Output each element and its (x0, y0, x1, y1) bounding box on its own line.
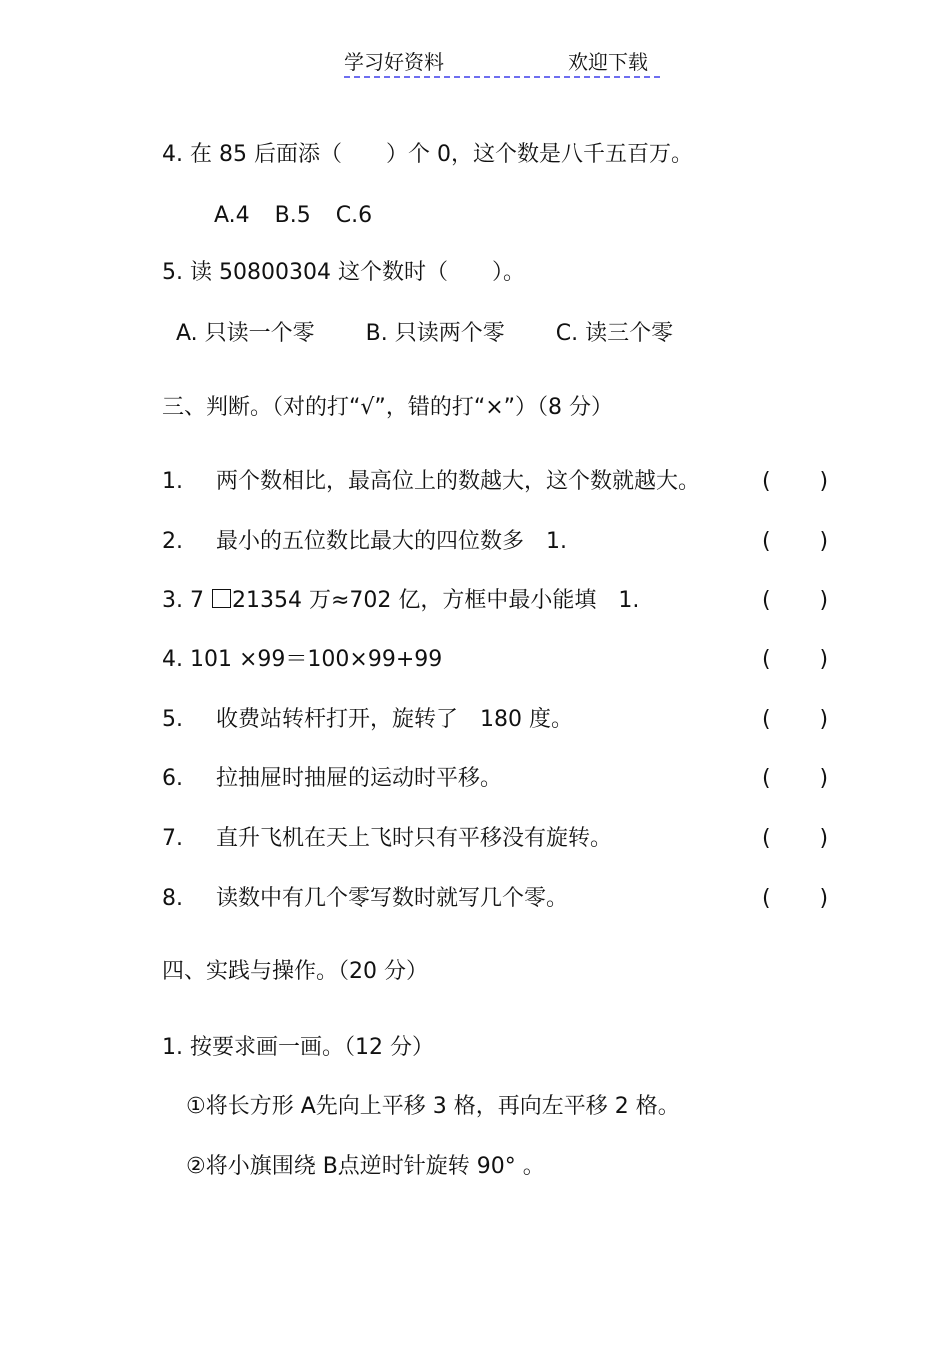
option-c: C.6 (335, 203, 373, 228)
section-4-question-1: 1. 按要求画一画。（12 分） (162, 1035, 434, 1060)
answer-blank-3: ( ) (762, 588, 829, 613)
item-text-before: 3. 7 (162, 588, 204, 613)
answer-blank-5: ( ) (762, 707, 829, 732)
item-number: 6. (162, 766, 183, 791)
judge-item-8 (162, 884, 568, 914)
header-right-text: 欢迎下载 (568, 50, 648, 74)
judge-item-6 (162, 764, 502, 794)
blank-square-box (212, 589, 231, 608)
judge-item-4: 4. 101 ×99＝100×99+99 (162, 647, 443, 672)
judge-item-2 (162, 527, 567, 557)
option-a: A.4 (214, 203, 250, 228)
item-number: 2. (162, 529, 183, 554)
item-text: 收费站转杆打开，旋转了 180 度。 (216, 707, 573, 732)
header-rule (344, 76, 660, 78)
judge-item-1 (162, 467, 700, 497)
answer-blank-2: ( ) (762, 529, 829, 554)
item-number: 1. (162, 469, 183, 494)
judge-item-5 (162, 705, 573, 735)
answer-blank-6: ( ) (762, 766, 829, 791)
option-b: B. 只读两个零 (365, 321, 505, 346)
judge-item-7 (162, 824, 612, 854)
judge-item-3 (162, 586, 639, 616)
question-4-options (214, 201, 390, 231)
item-number: 7. (162, 826, 183, 851)
option-a: A. 只读一个零 (176, 321, 315, 346)
header-left-text: 学习好资料 (344, 50, 444, 74)
item-text: 拉抽屉时抽屉的运动时平移。 (216, 766, 503, 791)
item-text-after: 21354 万≈702 亿，方框中最小能填 1. (231, 588, 640, 613)
answer-blank-8: ( ) (762, 886, 829, 911)
item-text: 最小的五位数比最大的四位数多 1. (216, 529, 567, 554)
question-5: 5. 读 50800304 这个数时（ ）。 (162, 260, 525, 285)
item-text: 两个数相比，最高位上的数越大，这个数就越大。 (216, 469, 701, 494)
question-4: 4. 在 85 后面添（ ）个 0，这个数是八千五百万。 (162, 142, 693, 167)
item-number: 8. (162, 886, 183, 911)
answer-blank-7: ( ) (762, 826, 829, 851)
section-4-sub-2: ②将小旗围绕 B点逆时针旋转 90° 。 (186, 1154, 545, 1179)
question-5-options (176, 319, 691, 349)
item-text: 读数中有几个零写数时就写几个零。 (216, 886, 569, 911)
option-b: B.5 (274, 203, 311, 228)
section-4-title: 四、实践与操作。（20 分） (162, 959, 428, 984)
item-text: 直升飞机在天上飞时只有平移没有旋转。 (216, 826, 613, 851)
answer-blank-1: ( ) (762, 469, 829, 494)
answer-blank-4: ( ) (762, 647, 829, 672)
item-number: 5. (162, 707, 183, 732)
section-3-title: 三、判断。（对的打“√”，错的打“×”）（8 分） (162, 395, 614, 420)
section-4-sub-1: ①将长方形 A先向上平移 3 格，再向左平移 2 格。 (186, 1094, 680, 1119)
option-c: C. 读三个零 (555, 321, 674, 346)
